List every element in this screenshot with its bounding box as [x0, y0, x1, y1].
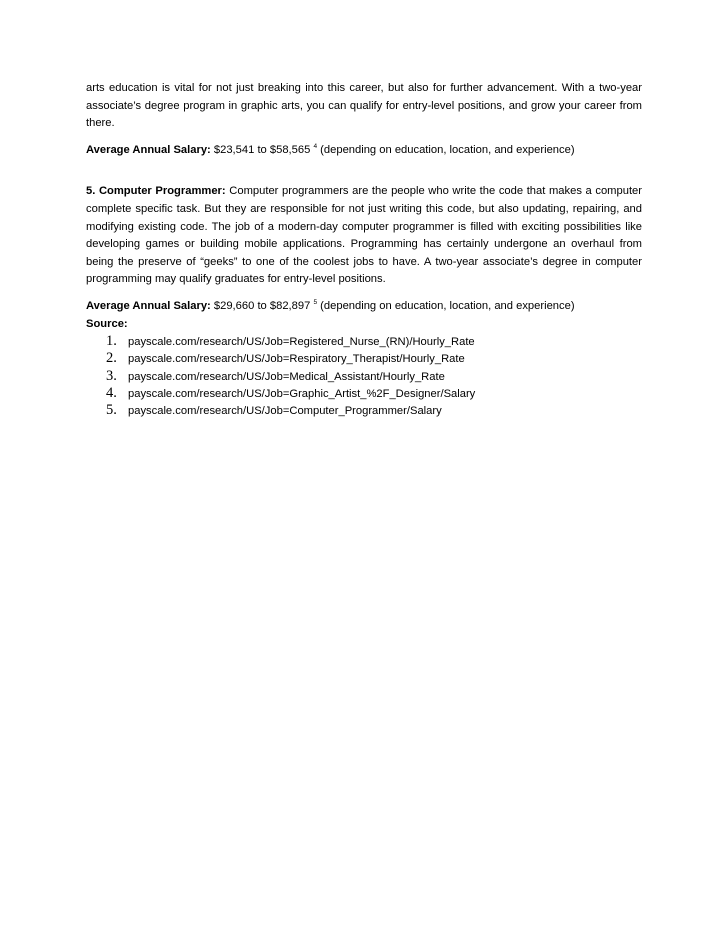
source-url: payscale.com/research/US/Job=Graphic_Artist_%2F_Designer/Salary — [128, 387, 476, 400]
section-text: Computer programmers are the people who write the code that makes a computer complete specific task. But they are responsible for not just writing this code, but also updating, repairing, and modifying existing code. The job of a modern-day computer programmer is filled with exciting possibilities like developing games or building mobile applications. Programming has certainly undergone an overhaul from being the preserve of “geeks” to one of the coolest jobs to have. A two-year associate’s degree in computer programming may qualify graduates for entry-level positions. — [86, 185, 642, 286]
source-item — [86, 333, 642, 350]
source-url: payscale.com/research/US/Job=Medical_Assistant/Hourly_Rate — [128, 370, 445, 383]
intro-paragraph: arts education is vital for not just breaking into this career, but also for further advancement. With a two-year associate’s degree program in graphic arts, you can qualify for entry-level positions, and grow your career from there. — [86, 82, 642, 130]
footnote-ref: 5 — [313, 298, 318, 306]
source-number: 4. — [106, 384, 117, 401]
source-heading: Source: — [86, 317, 128, 330]
salary-range: $29,660 to $82,897 — [213, 299, 311, 312]
computer-programmer-paragraph — [86, 183, 642, 289]
source-list — [86, 333, 642, 419]
footnote-ref: 4 — [313, 142, 318, 150]
source-item — [86, 402, 642, 419]
salary-label: Average Annual Salary: — [86, 299, 211, 312]
source-url: payscale.com/research/US/Job=Registered_Nurse_(RN)/Hourly_Rate — [128, 336, 475, 349]
source-item — [86, 350, 642, 367]
document-body — [86, 80, 642, 419]
source-number: 5. — [106, 401, 117, 418]
section-heading: 5. Computer Programmer: — [86, 185, 226, 198]
salary-range: $23,541 to $58,565 — [213, 143, 311, 156]
graphic-artist-salary — [86, 142, 642, 160]
salary-label: Average Annual Salary: — [86, 143, 211, 156]
computer-programmer-salary — [86, 298, 642, 316]
source-number: 2. — [106, 350, 117, 367]
source-number: 3. — [106, 367, 117, 384]
salary-note: (depending on education, location, and experience) — [320, 299, 575, 312]
source-item — [86, 385, 642, 402]
source-url: payscale.com/research/US/Job=Respiratory_Therapist/Hourly_Rate — [128, 353, 465, 366]
source-number: 1. — [106, 333, 117, 350]
source-item — [86, 368, 642, 385]
salary-note: (depending on education, location, and experience) — [320, 143, 575, 156]
source-url: payscale.com/research/US/Job=Computer_Programmer/Salary — [128, 404, 442, 417]
